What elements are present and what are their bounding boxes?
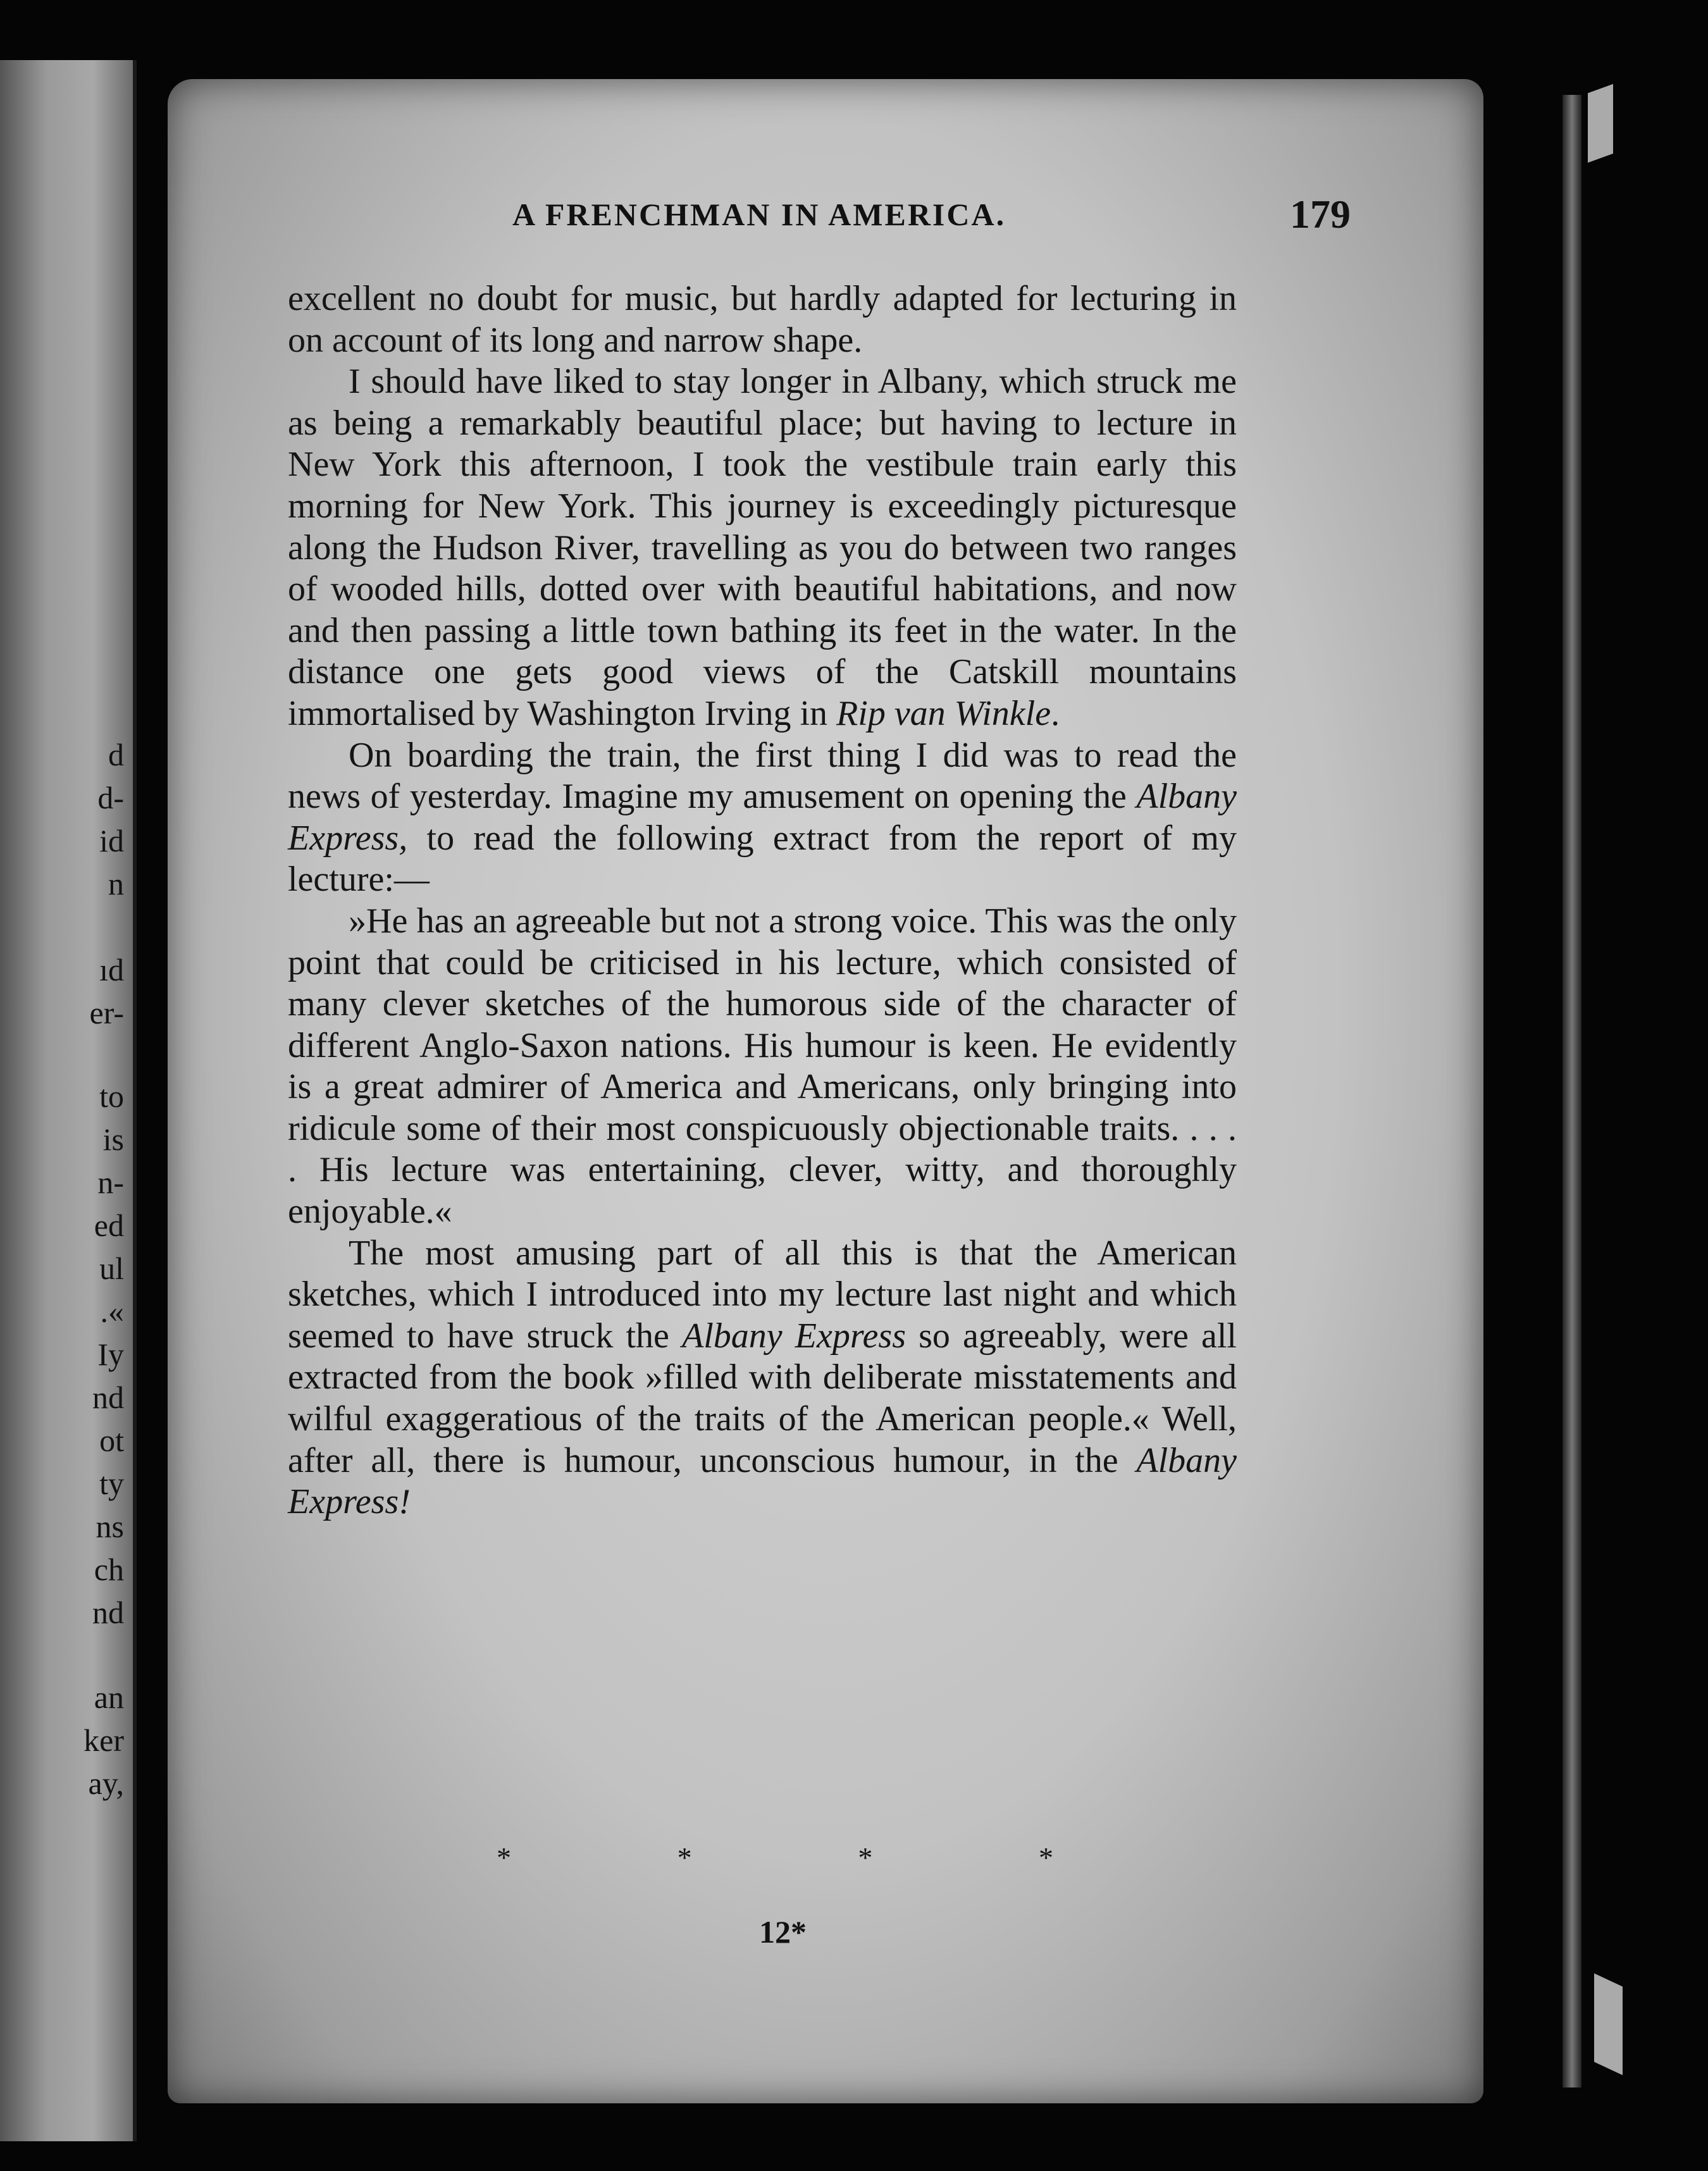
left-page-fragment: ay, xyxy=(88,1766,124,1801)
page-body xyxy=(288,278,1237,1523)
left-page-fragment: Iy xyxy=(97,1337,124,1372)
left-page-fragment: ch xyxy=(94,1552,124,1587)
page-header xyxy=(168,192,1483,247)
section-break xyxy=(497,1841,1053,1874)
paragraph-albany xyxy=(288,361,1237,734)
left-page-fragment: nd xyxy=(92,1380,124,1415)
paragraph-text: so agreeably, were all extracted from the book »filled with deliberate misstatements and wilful exaggeratious of the traits of the American people.« Well, after all, there is humour, unconscious humour, in the xyxy=(288,1316,1237,1480)
left-page-fragment: n xyxy=(108,866,124,901)
left-page-fragment: to xyxy=(99,1079,124,1114)
page-number: 179 xyxy=(1290,192,1351,237)
right-page-edge xyxy=(1563,95,1581,2088)
paragraph-continuation xyxy=(288,278,1237,361)
newspaper-title-italic: Albany Express xyxy=(682,1316,906,1356)
left-page-fragment: ker xyxy=(84,1723,124,1758)
paragraph-text: I should have liked to stay longer in Albany, which struck me as being a remarkably beautiful place; but having to lecture in New York this afternoon, I took the vestibule train early this morning for New York. This journey is exceedingly picturesque along the Hudson River, travelling as you do between two ranges of wooded hills, dotted over with beautiful habitations, and now and then passing a little town bathing its feet in the water. In the distance one gets good views of the Catskill mountains immortalised by Washington Irving in xyxy=(288,362,1237,733)
left-page-fragment: nd xyxy=(92,1595,124,1630)
left-page-fragment: is xyxy=(102,1122,124,1157)
paragraph-conclusion xyxy=(288,1233,1237,1523)
left-page-edge xyxy=(0,60,137,2141)
section-break-star: * xyxy=(497,1841,511,1874)
left-page-fragment: d- xyxy=(97,780,124,815)
left-page-fragment: ul xyxy=(99,1251,124,1286)
right-corner-tab xyxy=(1594,1974,1623,2075)
left-page-fragment: ty xyxy=(99,1466,124,1501)
paragraph-quoted-review xyxy=(288,901,1237,1233)
right-corner-tab xyxy=(1588,84,1613,163)
left-page-fragment: an xyxy=(94,1679,124,1715)
paragraph-train xyxy=(288,735,1237,901)
left-page-fragment: d xyxy=(108,737,124,772)
paragraph-text: The most amusing part of all this is that the American sketches, which I introduced into my lecture last night and which seemed to have struck the xyxy=(288,1233,1237,1356)
paragraph-text: to read the following extract from the report of my lecture:— xyxy=(288,818,1237,900)
paragraph-text: On boarding the train, the first thing I did was to read the news of yesterday. Imagine my amusement on opening the xyxy=(288,735,1237,817)
paragraph-text: excellent no doubt for music, but hardly adapted for lecturing in on account of its long and narrow shape. xyxy=(288,279,1237,360)
left-page-fragment: er- xyxy=(89,995,124,1030)
book-page xyxy=(168,79,1483,2103)
paragraph-text: . xyxy=(1051,693,1060,733)
left-page-fragment: ed xyxy=(94,1208,124,1243)
newspaper-title-italic: Albany Express, xyxy=(288,777,1237,858)
signature-mark: 12* xyxy=(759,1914,807,1950)
left-page-fragment: n- xyxy=(97,1165,124,1200)
running-head: A FRENCHMAN IN AMERICA. xyxy=(512,197,1006,232)
section-break-star: * xyxy=(677,1841,692,1874)
left-page-fragment: ns xyxy=(96,1509,124,1544)
left-page-fragment: id xyxy=(99,823,124,858)
book-title-italic: Rip van Winkle xyxy=(836,693,1051,733)
left-page-fragments xyxy=(0,60,133,2141)
section-break-star: * xyxy=(858,1841,873,1874)
paragraph-text: »He has an agreeable but not a strong voice. This was the only point that could be criticised in his lecture, which consisted of many clever sketches of the humorous side of the character of different Anglo-Saxon nations. His humour is keen. He evidently is a great admirer of America and Americans, only bringing into ridicule some of their most conspicuously objectionable traits. . . . . His lecture was entertaining, clever, witty, and thoroughly enjoyable.« xyxy=(288,901,1237,1232)
newspaper-title-italic: Albany Express! xyxy=(288,1440,1237,1522)
left-page-fragment: .« xyxy=(100,1294,124,1329)
left-page-fragment: ıd xyxy=(99,952,124,987)
section-break-star: * xyxy=(1038,1841,1053,1874)
left-page-fragment: ot xyxy=(99,1423,124,1458)
